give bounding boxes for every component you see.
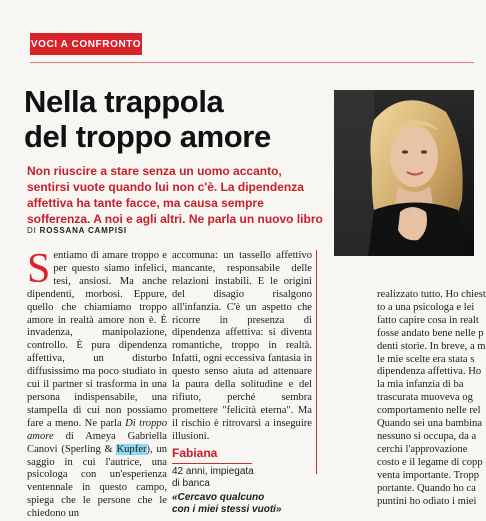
byline-author: ROSSANA CAMPISI xyxy=(39,226,127,235)
column3-line: to a una psicologa e lei xyxy=(377,301,475,313)
sidebar-name-rule xyxy=(172,463,252,464)
book-title: Di troppo amore xyxy=(27,417,167,442)
column3-line: fosse andato bene nelle p xyxy=(377,327,484,339)
column3-line: fatto capire cosa in realt xyxy=(377,314,479,326)
article-column-1 xyxy=(27,246,168,521)
headline-line-2: del troppo amore xyxy=(24,119,271,154)
column3-line: puntini ho odiato i miei xyxy=(377,495,477,507)
drop-cap: S xyxy=(27,246,51,292)
column3-line: venta importante. Tropp xyxy=(377,469,480,481)
column3-line: costo e il legame di copp xyxy=(377,456,483,468)
column3-line: portante. Quando ho ca xyxy=(377,482,476,494)
column3-line: cerchi l'approvazione xyxy=(377,443,468,455)
article-column-3 xyxy=(377,289,486,508)
article-paragraph-1 xyxy=(27,246,168,521)
sidebar-meta-line-2: di banca xyxy=(172,477,210,489)
article-paragraph-2: accomuna: un tassello affettivo mancante, responsabile delle relazioni instabili. E le origini del disagio risalgono all'infanzia. C'è un aspetto che ricorre in presenza di dipendenza affettiva: si diventa romantiche, troppo in realtà. Infatti, ogni eccessiva fantasia in questo senso aiuta ad attenuare la paura della solitudine e del rifiuto, perché sembra promettere "felicità eterna". Ma il rischio è ritrovarsi a inseguire illusioni. xyxy=(172,250,312,442)
column3-line: comportamento nelle rel xyxy=(377,405,481,417)
column3-line: la mia infanzia di ba xyxy=(377,379,464,391)
column3-line: Quando sei una bambina xyxy=(377,418,483,430)
publisher-highlight: Kupfer xyxy=(116,443,147,455)
column3-line: le mie scelte era stata s xyxy=(377,353,475,365)
byline xyxy=(27,226,127,235)
sidebar-quote-line-1: «Cercavo qualcuno xyxy=(172,491,265,503)
kicker-rule xyxy=(30,62,474,63)
sidebar-name: Fabiana xyxy=(172,445,218,460)
kicker-label: VOCI A CONFRONTO xyxy=(30,38,142,50)
column1-text-after: ), un saggio in cui l'autrice, una psicologa con un'esperienza ventennale in questo campo, spiega che le persone che le chiedono un xyxy=(27,443,168,520)
headline xyxy=(24,84,334,154)
column3-line: dipendenza affettiva. Ho xyxy=(377,366,482,378)
column3-line: denti storie. In breve, a m xyxy=(377,340,486,352)
headline-line-1: Nella trappola xyxy=(24,84,224,119)
sidebar-quote xyxy=(172,492,312,516)
sidebar-quote-line-2: con i miei stessi vuoti» xyxy=(172,503,282,515)
sidebar-divider xyxy=(316,250,317,474)
column3-line: realizzato tutto. Ho chiest xyxy=(377,289,486,300)
column1-text-before: entiamo di amare troppo e per questo siamo infelici, tesi, ansiosi. Ma anche dipendenti, morbosi. Eppure, quello che chiamiamo troppo amore in realtà amore non è. È invadenza, manipolazione, controllo. È pura dipendenza affettiva, un disturbo diffusissimo ma poco studiato in cui il partner si trasforma in una persona indispensabile, una stampella di cui non possiamo fare a meno. Ne parla xyxy=(27,250,167,429)
deck-subtitle: Non riuscire a stare senza un uomo accanto, sentirsi vuote quando lui non c'è. La dipendenza affettiva ha tante facce, ma causa sempre sofferenza. A noi e agli altri. Ne parla un nuovo libro xyxy=(27,164,323,226)
column1-text-middle: di Ameya Gabriella Canovi (Sperling & xyxy=(27,430,167,455)
portrait-photo xyxy=(334,90,474,256)
section-kicker xyxy=(30,33,142,55)
byline-prefix: DI xyxy=(27,226,37,235)
sidebar-meta xyxy=(172,466,312,490)
sidebar-meta-line-1: 42 anni, impiegata xyxy=(172,465,254,477)
article-column-2 xyxy=(172,250,312,516)
column3-line: nessuno si occupa, da a xyxy=(377,430,477,442)
column3-line: trascurata muoveva og xyxy=(377,392,473,404)
